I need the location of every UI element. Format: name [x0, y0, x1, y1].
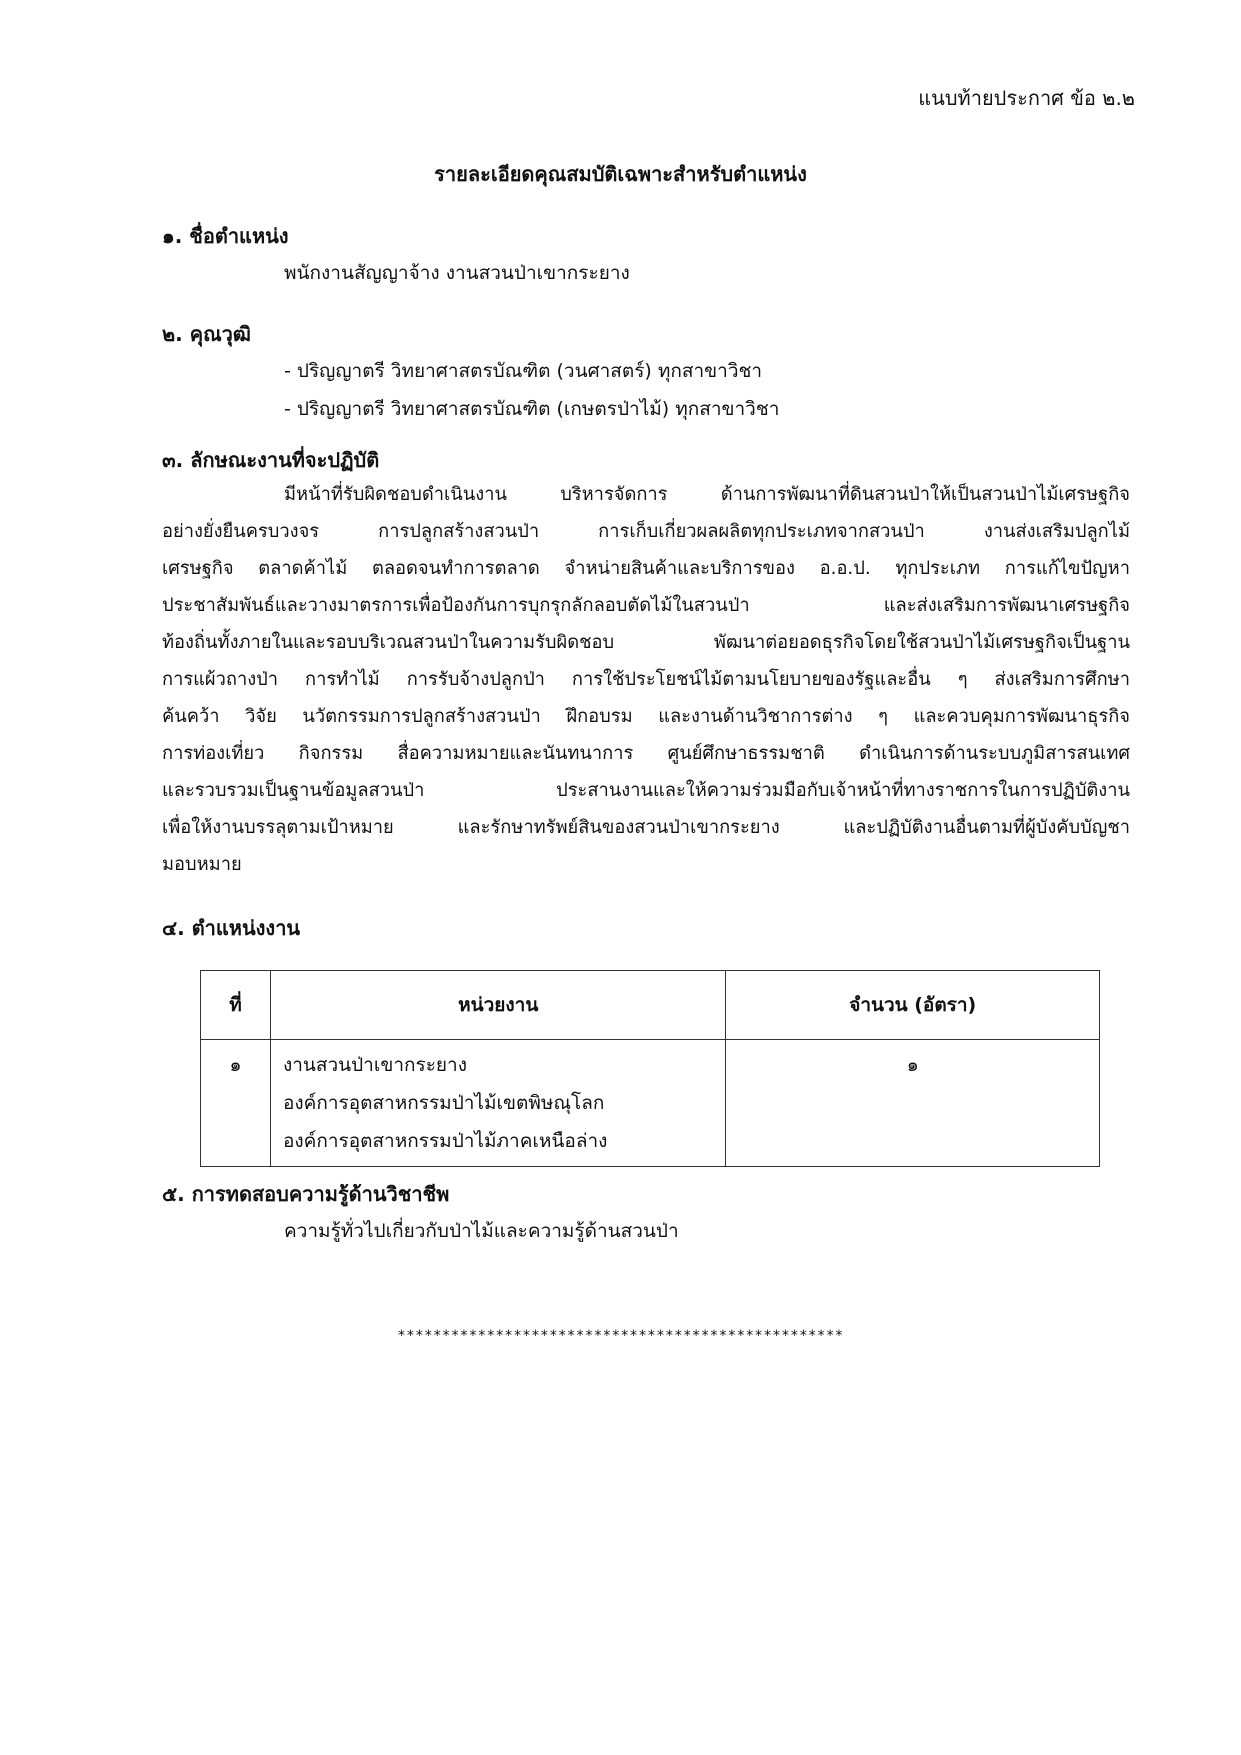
job-description-line: อย่างยั่งยืนครบวงจร การปลูกสร้างสวนป่า การเก็บเกี่ยวผลผลิตทุกประเภทจากสวนป่า งานส่งเสริมปลูกไม้: [162, 521, 1130, 542]
unit-line: องค์การอุตสาหกรรมป่าไม้ภาคเหนือล่าง: [282, 1130, 608, 1152]
document-title: รายละเอียดคุณสมบัติเฉพาะสำหรับตำแหน่ง: [434, 162, 807, 186]
qualification-item: - ปริญญาตรี วิทยาศาสตรบัณฑิต (วนศาสตร์) ทุกสาขาวิชา: [284, 360, 763, 382]
row-number: ๑: [201, 1040, 271, 1167]
section1-heading: ๑. ชื่อตำแหน่ง: [162, 224, 289, 248]
unit-cell: [270, 1040, 726, 1167]
position-table: [200, 970, 1100, 1167]
job-description-line: และรวบรวมเป็นฐานข้อมูลสวนป่า ประสานงานและให้ความร่วมมือกับเจ้าหน้าที่ทางราชการในการปฏิบัติงาน: [162, 780, 1130, 801]
job-description-line: เพื่อให้งานบรรลุตามเป้าหมาย และรักษาทรัพย์สินของสวนป่าเขากระยาง และปฏิบัติงานอื่นตามที่ผู้บังคับบัญชา: [162, 817, 1130, 838]
job-description-line: การแผ้วถางป่า การทำไม้ การรับจ้างปลูกป่า การใช้ประโยชน์ไม้ตามนโยบายของรัฐและอื่น ๆ ส่งเสริมการศึกษา: [162, 669, 1130, 690]
section4-heading: ๔. ตำแหน่งงาน: [162, 916, 301, 940]
unit-line: งานสวนป่าเขากระยาง: [282, 1054, 467, 1076]
end-separator: **************************************************: [397, 1328, 844, 1344]
table-header-row: [201, 971, 1100, 1040]
exam-topic: ความรู้ทั่วไปเกี่ยวกับป่าไม้และความรู้ด้านสวนป่า: [284, 1220, 679, 1242]
job-description-line: ท้องถิ่นทั้งภายในและรอบบริเวณสวนป่าในความรับผิดชอบ พัฒนาต่อยอดธุรกิจโดยใช้สวนป่าไม้เศรษฐกิจเป็นฐาน: [162, 632, 1130, 653]
unit-line: องค์การอุตสาหกรรมป่าไม้เขตพิษณุโลก: [282, 1092, 605, 1114]
section3-heading: ๓. ลักษณะงานที่จะปฏิบัติ: [162, 448, 380, 472]
job-description-line: มีหน้าที่รับผิดชอบดำเนินงาน บริหารจัดการ ด้านการพัฒนาที่ดินสวนป่าให้เป็นสวนป่าไม้เศรษฐกิจ: [284, 484, 1130, 505]
job-description-line: การท่องเที่ยว กิจกรรม สื่อความหมายและนันทนาการ ศูนย์ศึกษาธรรมชาติ ดำเนินการด้านระบบภูมิสารสนเทศ: [162, 743, 1130, 764]
job-description-line: มอบหมาย: [162, 854, 242, 875]
column-header-count: จำนวน (อัตรา): [726, 971, 1100, 1040]
job-description: [162, 476, 1130, 883]
column-header-no: ที่: [201, 971, 271, 1040]
qualification-item: - ปริญญาตรี วิทยาศาสตรบัณฑิต (เกษตรป่าไม้) ทุกสาขาวิชา: [284, 398, 780, 420]
position-name: พนักงานสัญญาจ้าง งานสวนป่าเขากระยาง: [284, 262, 630, 284]
section5-heading: ๕. การทดสอบความรู้ด้านวิชาชีพ: [162, 1182, 450, 1206]
job-description-line: ค้นคว้า วิจัย นวัตกรรมการปลูกสร้างสวนป่า ฝึกอบรม และงานด้านวิชาการต่าง ๆ และควบคุมการพัฒนาธุรกิจ: [162, 706, 1130, 727]
table-row: [201, 1040, 1100, 1167]
annex-note: แนบท้ายประกาศ ข้อ ๒.๒: [918, 86, 1135, 110]
job-description-line: ประชาสัมพันธ์และวางมาตรการเพื่อป้องกันการบุกรุกลักลอบตัดไม้ในสวนป่า และส่งเสริมการพัฒนาเศรษฐกิจ: [162, 595, 1130, 616]
job-description-line: เศรษฐกิจ ตลาดค้าไม้ ตลอดจนทำการตลาด จำหน่ายสินค้าและบริการของ อ.อ.ป. ทุกประเภท การแก้ไขปัญหา: [162, 558, 1130, 579]
position-count: ๑: [726, 1040, 1100, 1167]
section2-heading: ๒. คุณวุฒิ: [162, 322, 251, 346]
column-header-unit: หน่วยงาน: [270, 971, 726, 1040]
